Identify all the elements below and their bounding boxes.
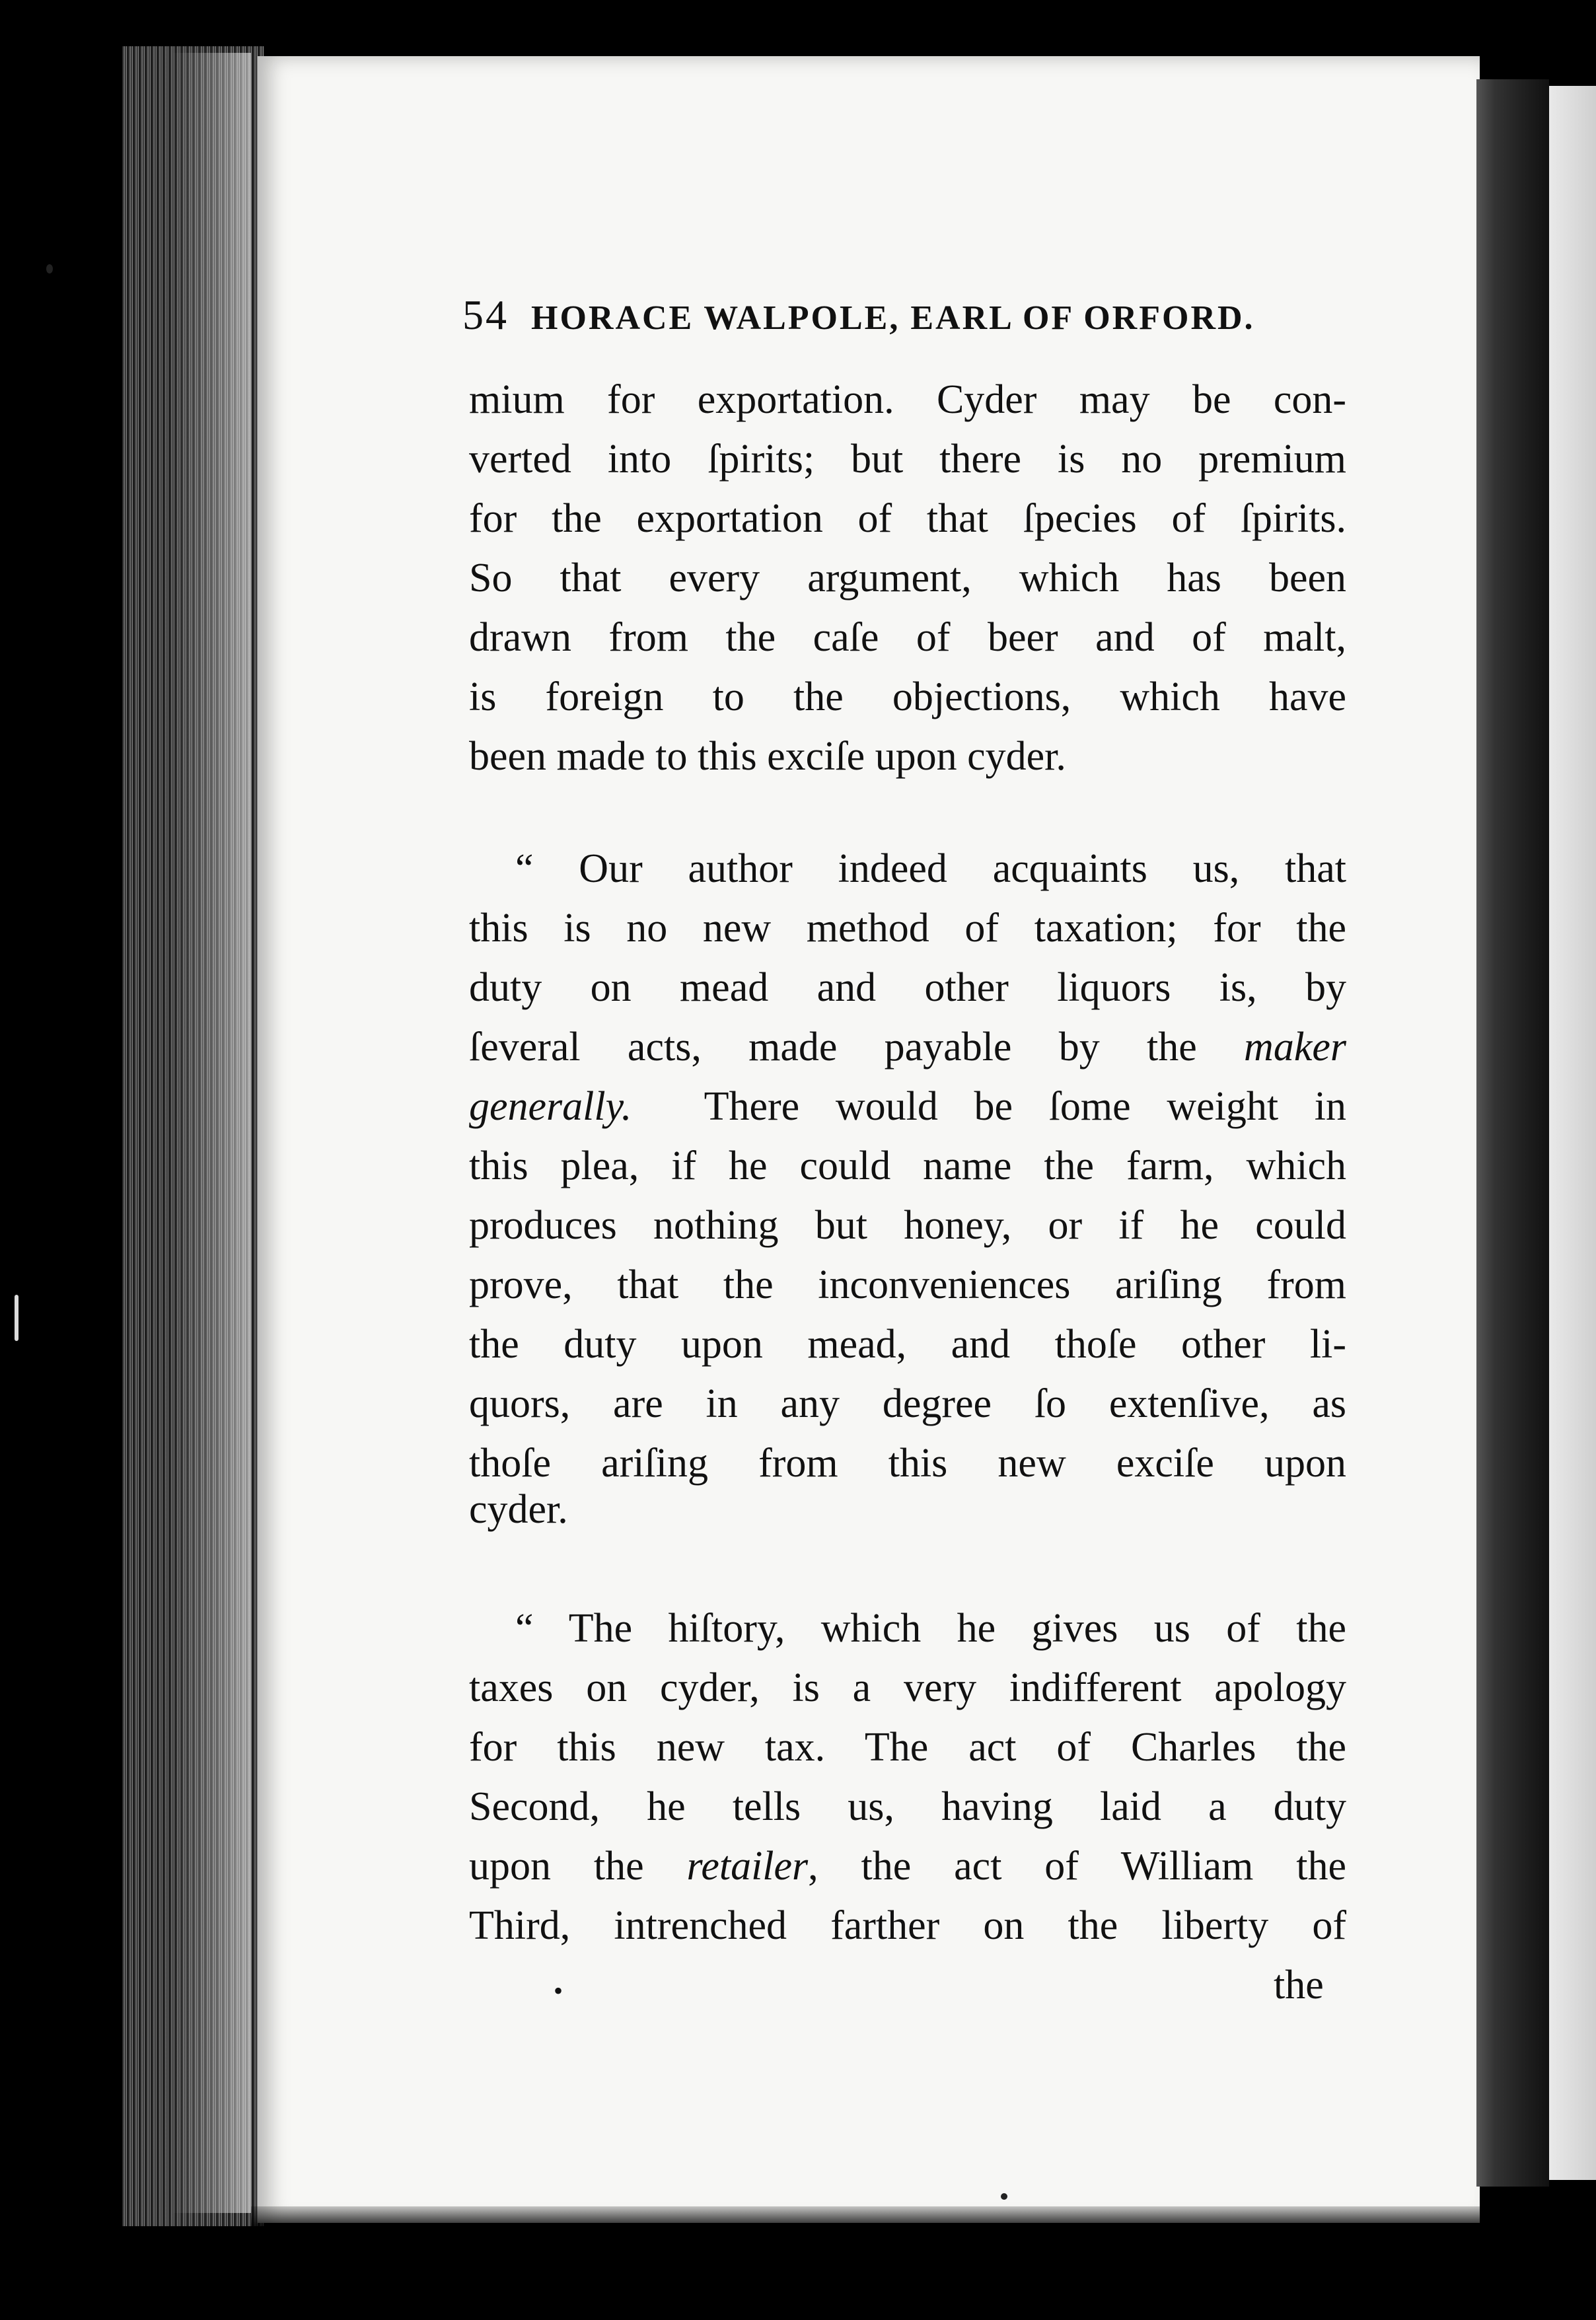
- text-span: ſeveral acts, made payable by the: [469, 1025, 1245, 1069]
- text-line: thoſe ariſing from this new exciſe upon: [469, 1441, 1346, 1486]
- text-line: cyder.: [469, 1487, 568, 1532]
- text-line: been made to this exciſe upon cyder.: [469, 734, 1066, 779]
- text-line: mium for exportation. Cyder may be con-: [469, 377, 1346, 422]
- text-line: prove, that the inconveniences ariſing from: [469, 1262, 1346, 1307]
- text-line: [469, 1836, 1346, 1896]
- running-title: HORACE WALPOLE, EARL OF ORFORD.: [531, 299, 1255, 337]
- text-line: drawn from the caſe of beer and of malt,: [469, 615, 1346, 660]
- text-line: [469, 1077, 1346, 1136]
- text-line: this is no new method of taxation; for the: [469, 906, 1346, 951]
- scan-speck: [15, 1295, 18, 1341]
- running-head: [462, 291, 1346, 340]
- signature-mark: •: [554, 1976, 563, 2006]
- page-number: 54: [462, 291, 509, 338]
- page-edges-highlight: [172, 53, 251, 2213]
- italic-word: generally.: [469, 1084, 632, 1129]
- text-line: So that every argument, which has been: [469, 556, 1346, 600]
- text-line: verted into ſpirits; but there is no premium: [469, 437, 1346, 482]
- italic-word: retailer: [686, 1844, 809, 1889]
- scan-speck: [46, 264, 53, 273]
- text-line: quors, are in any degree ſo extenſive, as: [469, 1381, 1346, 1426]
- text-line: for the exportation of that ſpecies of ſpirits.: [469, 496, 1346, 541]
- italic-word: maker: [1244, 1025, 1346, 1069]
- bottom-shadow: [251, 2206, 1559, 2233]
- text-line: for this new tax. The act of Charles the: [469, 1725, 1346, 1770]
- text-span: upon the: [469, 1844, 687, 1889]
- text-line: “ Our author indeed acquaints us, that: [515, 846, 1346, 891]
- text-line: taxes on cyder, is a very indifferent apology: [469, 1665, 1346, 1710]
- book-binding: [1476, 79, 1549, 2187]
- text-span: , the act of William the: [808, 1844, 1346, 1889]
- text-line: produces nothing but honey, or if he could: [469, 1203, 1346, 1248]
- scan-speck: [1001, 2193, 1007, 2200]
- text-line: “ The hiſtory, which he gives us of the: [515, 1606, 1346, 1651]
- facing-page-edge: [1549, 86, 1596, 2180]
- text-line: the duty upon mead, and thoſe other li-: [469, 1322, 1346, 1367]
- text-line: this plea, if he could name the farm, which: [469, 1143, 1346, 1188]
- catchword: the: [1274, 1963, 1324, 2008]
- text-line: [469, 1017, 1346, 1077]
- text-line: Second, he tells us, having laid a duty: [469, 1784, 1346, 1829]
- text-span: There would be ſome weight in: [704, 1084, 1347, 1129]
- text-line: duty on mead and other liquors is, by: [469, 965, 1346, 1010]
- text-line: Third, intrenched farther on the liberty of: [469, 1903, 1346, 1948]
- text-line: is foreign to the objections, which have: [469, 674, 1346, 719]
